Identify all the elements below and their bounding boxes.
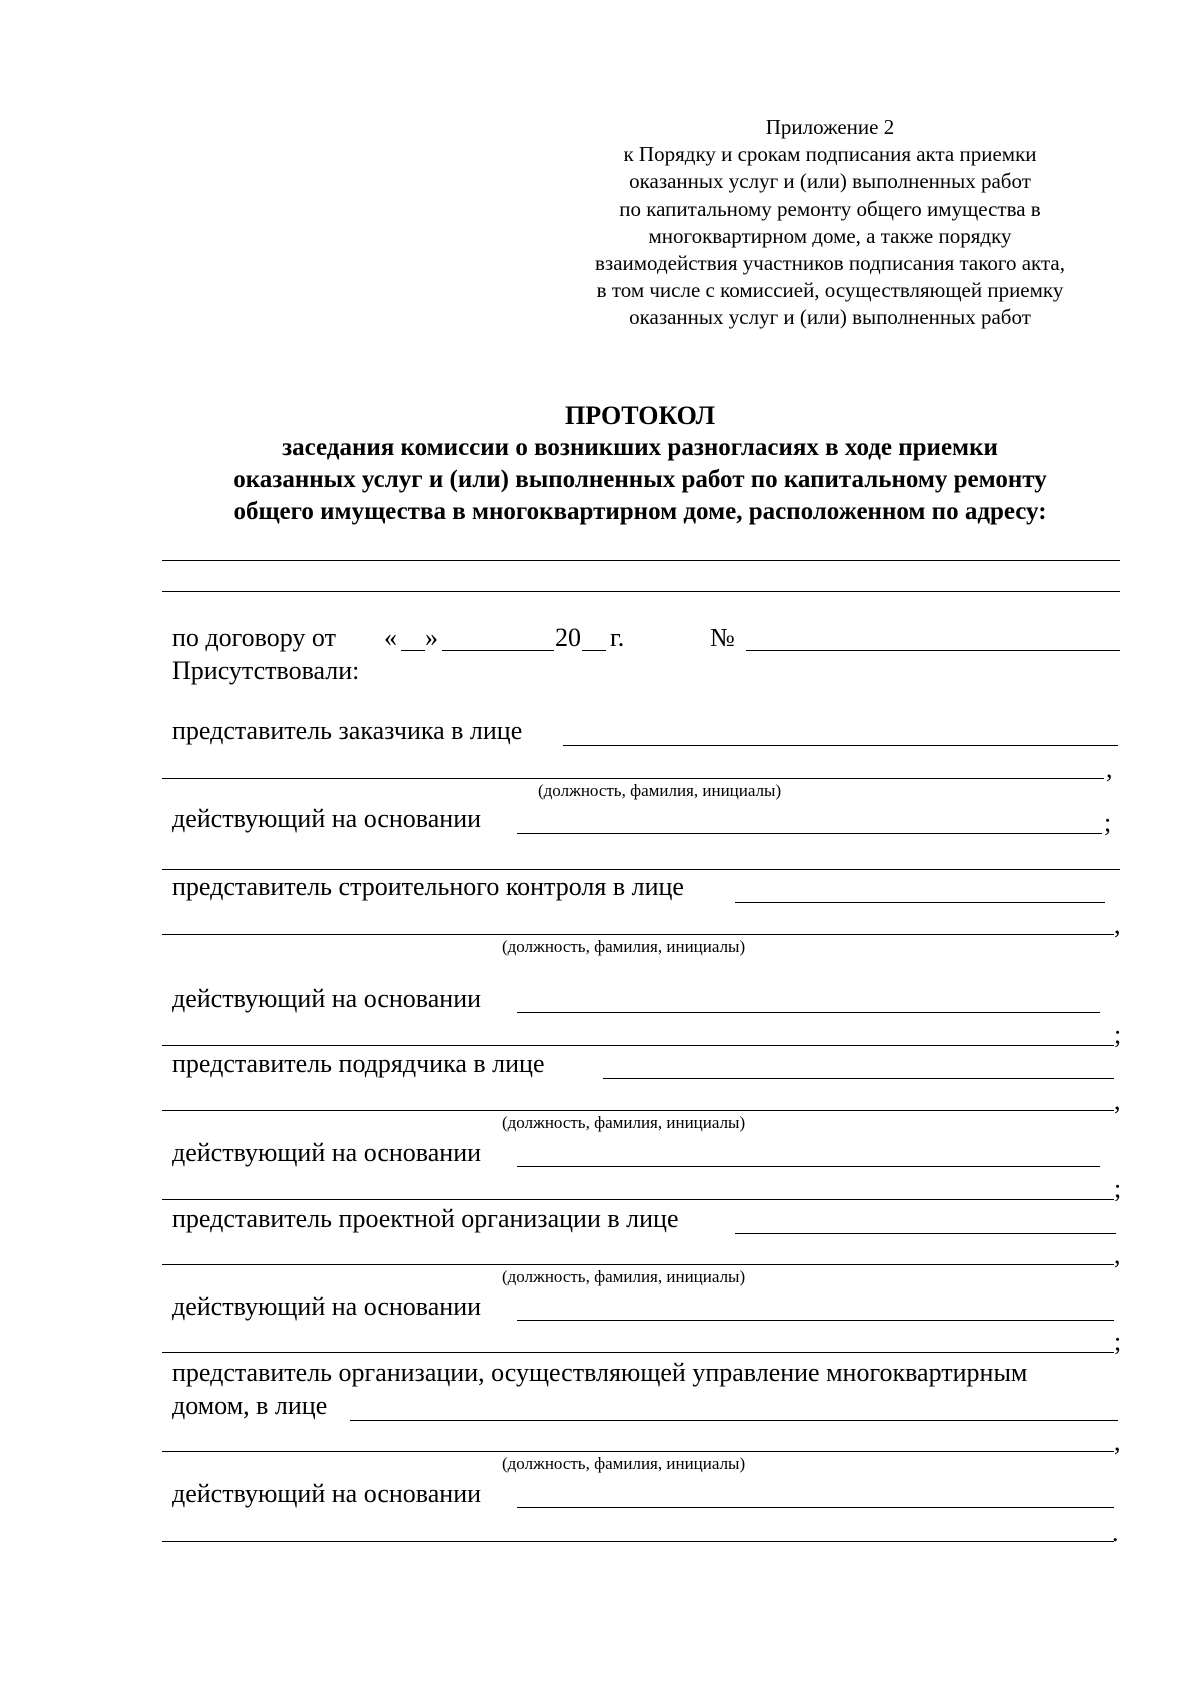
- position-caption: (должность, фамилия, инициалы): [538, 781, 782, 800]
- protocol-subtitle-line: заседания комиссии о возникших разногласиях в ходе приемки: [282, 434, 998, 461]
- protocol-subtitle-line: оказанных услуг и (или) выполненных работ по капитальному ремонту: [233, 466, 1047, 493]
- customer-position-field[interactable]: [162, 778, 1104, 779]
- customer-label: представитель заказчика в лице: [172, 716, 523, 745]
- basis-label: действующий на основании: [172, 1138, 482, 1167]
- control-position-field[interactable]: [162, 934, 1114, 935]
- contract-month-field[interactable]: [442, 650, 554, 651]
- management-basis-field[interactable]: [517, 1507, 1114, 1508]
- contract-year-suffix: г.: [610, 623, 625, 652]
- control-label: представитель строительного контроля в лице: [172, 872, 684, 901]
- design-label: представитель проектной организации в лице: [172, 1204, 679, 1233]
- appendix-line: многоквартирном доме, а также порядку: [648, 223, 1012, 248]
- customer-basis-field[interactable]: [517, 833, 1102, 834]
- contract-date-open: «: [384, 623, 397, 652]
- contract-date-close: »: [425, 623, 438, 652]
- management-label-2: домом, в лице: [172, 1391, 328, 1420]
- protocol-title: [100, 400, 1180, 528]
- design-basis-field-2[interactable]: [162, 1352, 1114, 1353]
- contract-prefix: по договору от: [172, 623, 336, 652]
- appendix-line: оказанных услуг и (или) выполненных работ: [629, 305, 1031, 330]
- control-basis-field[interactable]: [517, 1012, 1100, 1013]
- contractor-basis-field-2[interactable]: [162, 1199, 1114, 1200]
- appendix-line: в том числе с комиссией, осуществляющей приемку: [596, 278, 1064, 303]
- contract-year-field[interactable]: [582, 650, 606, 651]
- contractor-field[interactable]: [603, 1078, 1114, 1079]
- basis-label: действующий на основании: [172, 804, 482, 833]
- basis-label: действующий на основании: [172, 1479, 482, 1508]
- position-caption: (должность, фамилия, инициалы): [502, 937, 746, 956]
- customer-basis-field-2[interactable]: [162, 869, 1120, 870]
- contractor-position-field[interactable]: [162, 1110, 1114, 1111]
- appendix-line: взаимодействия участников подписания такого акта,: [595, 251, 1065, 276]
- management-label: представитель организации, осуществляющей управление многоквартирным: [172, 1358, 1028, 1387]
- contract-day-field[interactable]: [401, 650, 425, 651]
- appendix-line: к Порядку и срокам подписания акта приемки: [623, 142, 1037, 167]
- design-basis-field[interactable]: [517, 1320, 1114, 1321]
- management-position-field[interactable]: [162, 1451, 1114, 1452]
- contract-year-prefix: 20: [555, 623, 581, 652]
- protocol-subtitle-line: общего имущества в многоквартирном доме, расположенном по адресу:: [233, 498, 1047, 525]
- contractor-basis-field[interactable]: [517, 1166, 1100, 1167]
- customer-field[interactable]: [563, 745, 1118, 746]
- design-position-field[interactable]: [162, 1264, 1114, 1265]
- position-caption: (должность, фамилия, инициалы): [502, 1113, 746, 1132]
- management-field[interactable]: [350, 1420, 1118, 1421]
- appendix-line: по капитальному ремонту общего имущества в: [619, 196, 1041, 221]
- control-basis-field-2[interactable]: [162, 1045, 1114, 1046]
- attendees-label: Присутствовали:: [172, 656, 360, 685]
- protocol-heading: ПРОТОКОЛ: [565, 401, 715, 430]
- management-basis-field-2[interactable]: [162, 1541, 1114, 1542]
- appendix-header: [540, 114, 1120, 332]
- contract-number-field[interactable]: [746, 650, 1120, 651]
- control-field[interactable]: [735, 902, 1105, 903]
- address-line-2[interactable]: [162, 591, 1120, 592]
- position-caption: (должность, фамилия, инициалы): [502, 1267, 746, 1286]
- design-field[interactable]: [735, 1233, 1116, 1234]
- appendix-line: оказанных услуг и (или) выполненных работ: [629, 169, 1031, 194]
- basis-label: действующий на основании: [172, 1292, 482, 1321]
- contractor-label: представитель подрядчика в лице: [172, 1049, 545, 1078]
- address-line-1[interactable]: [162, 560, 1120, 561]
- position-caption: (должность, фамилия, инициалы): [502, 1454, 746, 1473]
- contract-number-sign: №: [710, 623, 735, 652]
- appendix-title: Приложение 2: [765, 115, 895, 139]
- basis-label: действующий на основании: [172, 984, 482, 1013]
